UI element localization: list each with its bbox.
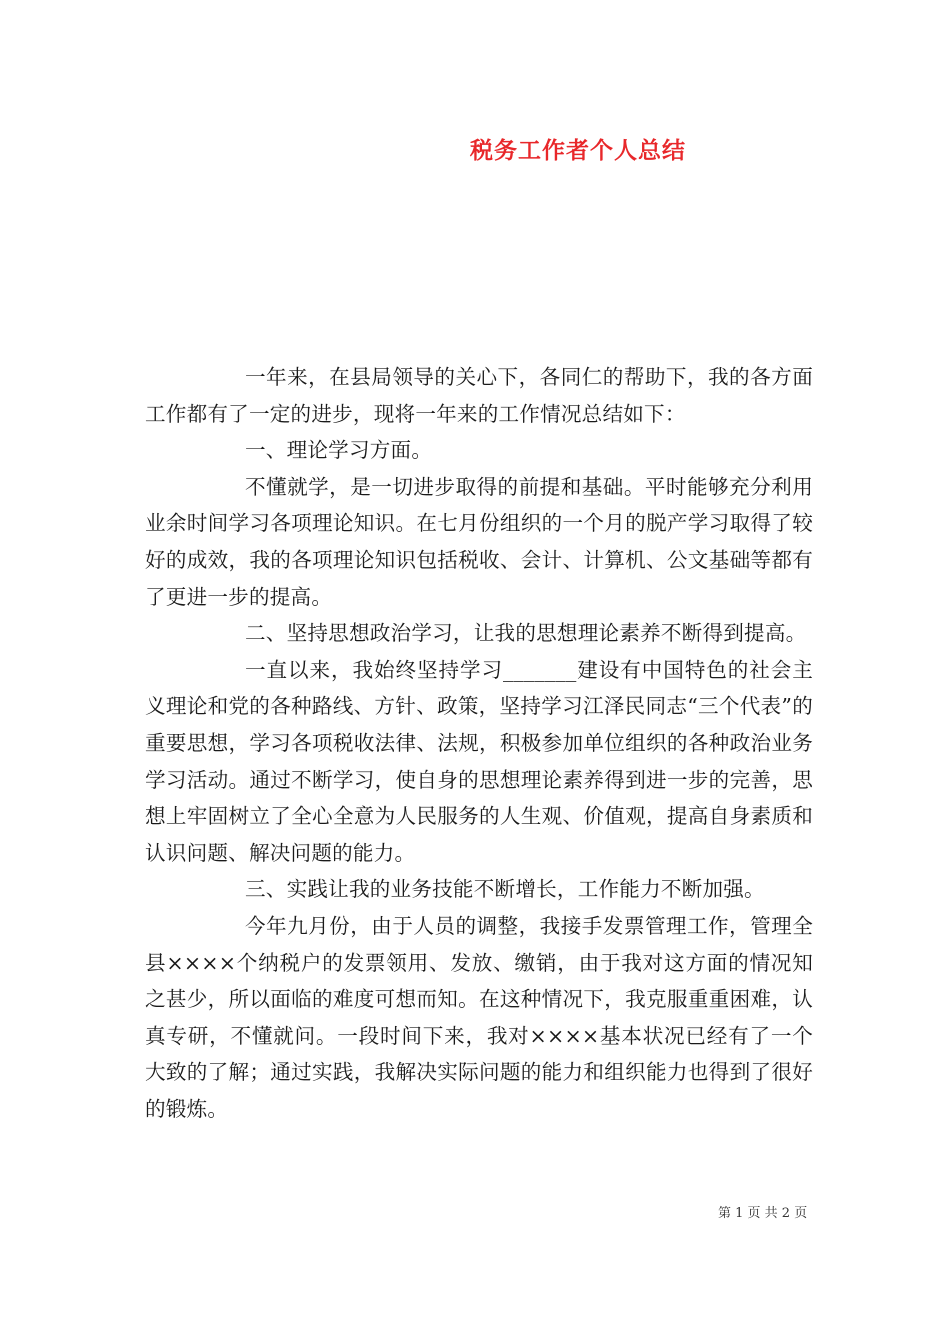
paragraph-intro: 一年来，在县局领导的关心下，各同仁的帮助下，我的各方面工作都有了一定的进步，现将一年来的工作情况总结如下： <box>145 365 813 426</box>
paragraph-practice: 今年九月份，由于人员的调整，我接手发票管理工作，管理全县××××个纳税户的发票领用、发放、缴销，由于我对这方面的情况知之甚少，所以面临的难度可想而知。在这种情况下，我克服重重困难，认真专研，不懂就问。一段时间下来，我对××××基本状况已经有了一个大致的了解；通过实践，我解决实际问题的能力和组织能力也得到了很好的锻炼。 <box>145 913 813 1121</box>
paragraph-political-study: 一直以来，我始终坚持学习_______建设有中国特色的社会主义理论和党的各种路线、方针、政策，坚持学习江泽民同志“三个代表”的重要思想，学习各项税收法律、法规，积极参加单位组织的各种政治业务学习活动。通过不断学习，使自身的思想理论素养得到进一步的完善，思想上牢固树立了全心全意为人民服务的人生观、价值观，提高自身素质和认识问题、解决问题的能力。 <box>145 657 813 865</box>
document-body <box>145 359 813 1127</box>
page-number: 第 1 页 共 2 页 <box>718 1206 808 1221</box>
paragraph-theory-study: 不懂就学，是一切进步取得的前提和基础。平时能够充分利用业余时间学习各项理论知识。在七月份组织的一个月的脱产学习取得了较好的成效，我的各项理论知识包括税收、会计、计算机、公文基础等都有了更进一步的提高。 <box>145 474 813 609</box>
heading-political-study: 二、坚持思想政治学习，让我的思想理论素养不断得到提高。 <box>245 621 807 646</box>
document-title: 税务工作者个人总结 <box>470 137 686 164</box>
heading-practice: 三、实践让我的业务技能不断增长，工作能力不断加强。 <box>245 877 765 902</box>
heading-theory-study: 一、理论学习方面。 <box>245 438 433 463</box>
